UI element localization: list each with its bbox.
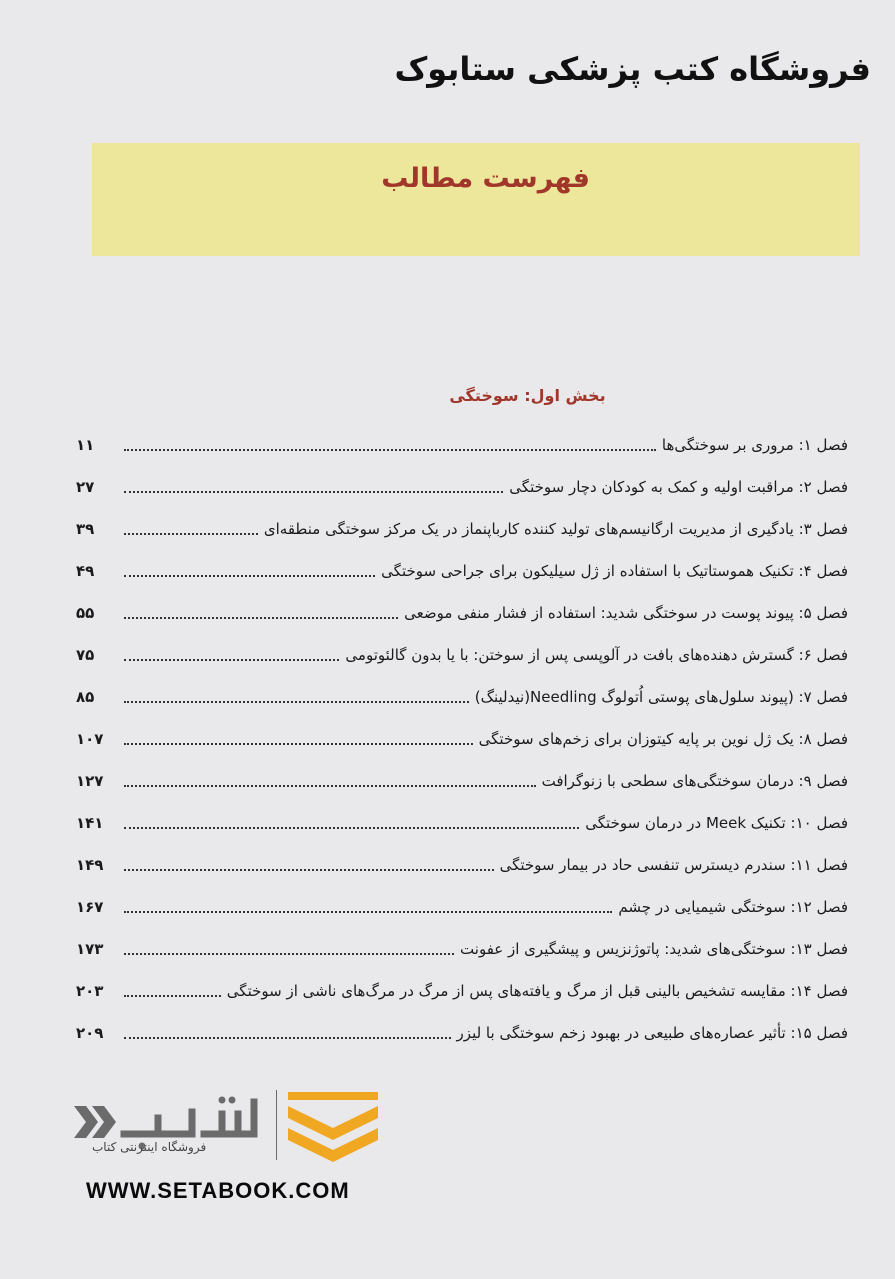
toc-entry-title: فصل ۱: مروری بر سوختگی‌ها: [661, 436, 848, 454]
toc-entry: [76, 1012, 848, 1054]
toc-entry-page: ۲۷: [76, 478, 95, 496]
toc-entry-page: ۳۹: [76, 520, 95, 538]
toc-entry: [76, 844, 848, 886]
dot-leader: [124, 533, 258, 535]
toc-entry-page: ۷۵: [76, 646, 95, 664]
toc-entry-page: ۵۵: [76, 604, 95, 622]
toc-entry: [76, 634, 848, 676]
setabook-logo: [72, 1088, 382, 1168]
toc-entry: [76, 508, 848, 550]
title-band: [92, 143, 860, 256]
toc-entry-title: فصل ۷: (پیوند سلول‌های پوستی اُتولوگ Needling(نیدلینگ): [474, 688, 848, 706]
toc-entry-title: فصل ۶: گسترش دهنده‌های بافت در آلوپسی پس از سوختن: با یا بدون گالئوتومی: [345, 646, 848, 664]
dot-leader: [124, 575, 375, 577]
toc-entry-page: ۱۷۳: [76, 940, 104, 958]
toc-entry: [76, 886, 848, 928]
website-url: WWW.SETABOOK.COM: [86, 1178, 350, 1203]
dot-leader: [124, 911, 612, 913]
toc-entry-title: فصل ۱۵: تأثیر عصاره‌های طبیعی در بهبود زخم سوختگی با لیزر: [456, 1024, 848, 1042]
toc-entry-title: فصل ۲: مراقبت اولیه و کمک به کودکان دچار سوختگی: [509, 478, 848, 496]
toc-entry-title: فصل ۴: تکنیک هموستاتیک با استفاده از ژل سیلیکون برای جراحی سوختگی: [381, 562, 848, 580]
toc-entry: [76, 970, 848, 1012]
toc-entry: [76, 466, 848, 508]
toc-entry-page: ۲۰۳: [76, 982, 104, 1000]
toc-entry: [76, 676, 848, 718]
dot-leader: [124, 869, 494, 871]
toc-entry-title: فصل ۱۰: تکنیک Meek در درمان سوختگی: [585, 814, 848, 832]
toc-title: فهرست مطالب: [381, 163, 590, 194]
dot-leader: [124, 491, 503, 493]
toc-entry-page: ۱۶۷: [76, 898, 104, 916]
dot-leader: [124, 743, 473, 745]
toc-entry: [76, 718, 848, 760]
setabook-emblem-icon: [288, 1092, 378, 1162]
dot-leader: [124, 449, 656, 451]
toc-entry-title: فصل ۱۲: سوختگی شیمیایی در چشم: [618, 898, 848, 916]
logo-subtitle: فروشگاه اینترنتی کتاب: [92, 1140, 207, 1154]
toc-entry-title: فصل ۸: یک ژل نوین بر پایه کیتوزان برای زخم‌های سوختگی: [478, 730, 848, 748]
toc-entry-title: فصل ۱۳: سوختگی‌های شدید: پاتوژنزیس و پیشگیری از عفونت: [460, 940, 848, 958]
toc-entry: [76, 928, 848, 970]
toc-entry-title: فصل ۱۴: مقایسه تشخیص بالینی قبل از مرگ و یافته‌های پس از مرگ در مرگ‌های ناشی از سوختگی: [226, 982, 848, 1000]
toc-entry: [76, 550, 848, 592]
dot-leader: [124, 659, 339, 661]
toc-entry-page: ۴۹: [76, 562, 95, 580]
dot-leader: [124, 701, 469, 703]
toc-entry-page: ۱۰۷: [76, 730, 104, 748]
toc-entry-page: ۱۱: [76, 436, 95, 454]
toc-entry: [76, 760, 848, 802]
double-chevron-icon: [74, 1106, 116, 1138]
section-heading: بخش اول: سوختگی: [449, 386, 606, 405]
dot-leader: [124, 785, 536, 787]
toc-entry: [76, 592, 848, 634]
toc-entry: [76, 802, 848, 844]
dot-leader: [124, 1037, 451, 1039]
toc-entry-title: فصل ۹: درمان سوختگی‌های سطحی با زنوگرافت: [541, 772, 848, 790]
logo-divider: [276, 1090, 277, 1160]
toc-entry-title: فصل ۳: یادگیری از مدیریت ارگانیسم‌های تولید کننده کارباپنماز در یک مرکز سوختگی منطقه‌ای: [263, 520, 848, 538]
dot-leader: [124, 827, 579, 829]
toc-list: [76, 424, 848, 1054]
toc-entry-page: ۲۰۹: [76, 1024, 104, 1042]
toc-entry-title: فصل ۱۱: سندرم دیسترس تنفسی حاد در بیمار سوختگی: [499, 856, 848, 874]
toc-entry-page: ۸۵: [76, 688, 95, 706]
toc-entry: [76, 424, 848, 466]
toc-entry-page: ۱۴۹: [76, 856, 104, 874]
toc-entry-title: فصل ۵: پیوند پوست در سوختگی شدید: استفاده از فشار منفی موضعی: [404, 604, 848, 622]
toc-entry-page: ۱۴۱: [76, 814, 104, 832]
dot-leader: [124, 995, 221, 997]
dot-leader: [124, 953, 454, 955]
store-name: فروشگاه کتب پزشکی ستابوک: [394, 50, 871, 88]
brand-wordmark: [124, 1102, 254, 1134]
toc-entry-page: ۱۲۷: [76, 772, 104, 790]
dot-leader: [124, 617, 398, 619]
